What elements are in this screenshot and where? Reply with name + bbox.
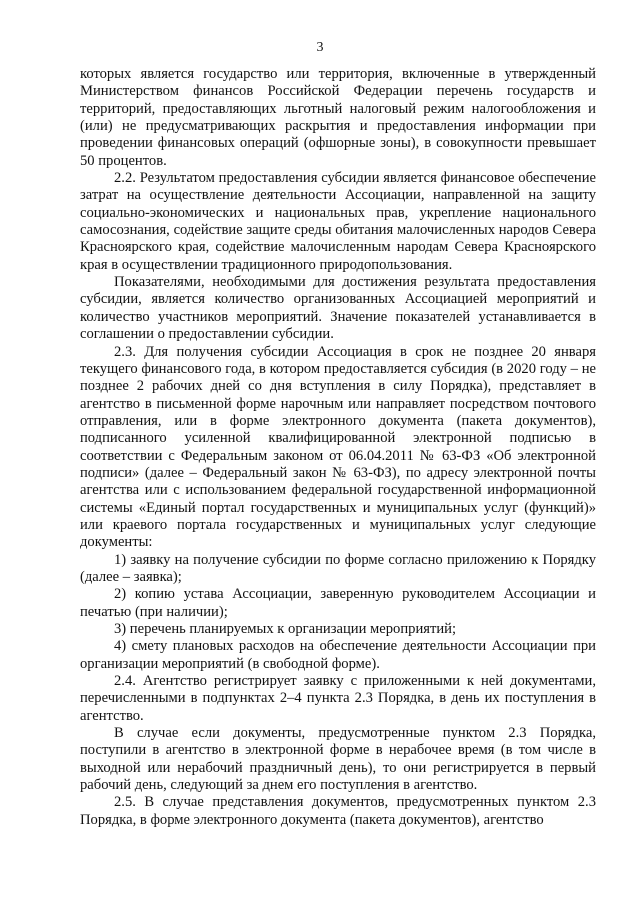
list-item-4: 4) смету плановых расходов на обеспечение деятельности Ассоциации при организации мероприятий (в свободной форме). bbox=[80, 638, 596, 672]
paragraph-2-2: 2.2. Результатом предоставления субсидии является финансовое обеспечение затрат на осуществление деятельности Ассоциации, направленной на защиту социально-экономических и национальных прав, укрепление национального самосознания, содействие защите среды обитания малочисленных народов Севера Красноярского края, содействие малочисленным народам Севера Красноярского края в осуществлении традиционного природопользования. bbox=[80, 170, 596, 273]
page-number: 3 bbox=[316, 40, 324, 55]
paragraph-indicators: Показателями, необходимыми для достижения результата предоставления субсидии, является количество организованных Ассоциацией мероприятий и количество участников мероприятий. Значение показателей устанавливается в соглашении о предоставлении субсидии. bbox=[80, 274, 596, 343]
paragraph-2-3: 2.3. Для получения субсидии Ассоциация в срок не позднее 20 января текущего финансового года, в котором предоставляется субсидия (в 2020 году – не позднее 2 рабочих дней со дня вступления в силу Порядка), представляет в агентство в письменной форме нарочным или направляет посредством почтового отправления, или в форме электронного документа (пакета документов), подписанного усиленной квалифицированной электронной подписью в соответствии с Федеральным законом от 06.04.2011 № 63-ФЗ «Об электронной подписи» (далее – Федеральный закон № 63-ФЗ), по адресу электронной почты агентства или с использованием федеральной государственной информационной системы «Единый портал государственных и муниципальных услуг (функций)» или краевого портала государственных и муниципальных услуг следующие документы: bbox=[80, 343, 596, 551]
paragraph-2-5: 2.5. В случае представления документов, предусмотренных пунктом 2.3 Порядка, в форме электронного документа (пакета документов), агентство bbox=[80, 794, 596, 828]
list-item-1: 1) заявку на получение субсидии по форме согласно приложению к Порядку (далее – заявка); bbox=[80, 551, 596, 585]
paragraph-2-4: 2.4. Агентство регистрирует заявку с приложенными к ней документами, перечисленными в подпунктах 2–4 пункта 2.3 Порядка, в день их поступления в агентство. bbox=[80, 673, 596, 724]
paragraph-nonworking-time: В случае если документы, предусмотренные пунктом 2.3 Порядка, поступили в агентство в электронной форме в нерабочее время (в том числе в выходной или нерабочий праздничный день), то они регистрируется в первый рабочий день, следующий за днем его поступления в агентство. bbox=[80, 725, 596, 794]
document-body bbox=[80, 66, 596, 829]
paragraph-continuation: которых является государство или территория, включенные в утвержденный Министерством финансов Российской Федерации перечень государств и территорий, предоставляющих льготный налоговый режим налогообложения и (или) не предусматривающих раскрытия и предоставления информации при проведении финансовых операций (офшорные зоны), в совокупности превышает 50 процентов. bbox=[80, 66, 596, 169]
list-item-3: 3) перечень планируемых к организации мероприятий; bbox=[114, 621, 457, 637]
list-item-2: 2) копию устава Ассоциации, заверенную руководителем Ассоциации и печатью (при наличии); bbox=[80, 586, 596, 620]
